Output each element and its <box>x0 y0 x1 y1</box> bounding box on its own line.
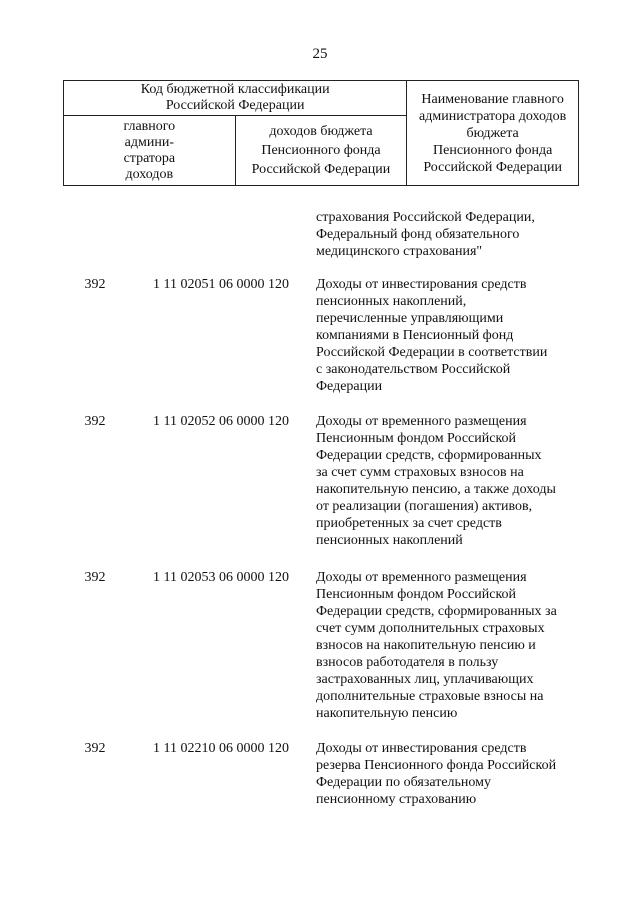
budget-code: 1 11 02051 06 0000 120 <box>153 277 289 292</box>
continuation-text: страхования Российской Федерации, Федеральный фонд обязательного медицинского страхования" <box>316 210 535 259</box>
budget-code: 1 11 02053 06 0000 120 <box>153 570 289 585</box>
revenue-name: Доходы от инвестирования средств пенсионных накоплений, перечисленные управляющими компаниями в Пенсионный фонд Российской Федерации в соответствии с законодательством Российской Федерации <box>316 277 548 394</box>
admin-code-header-label: главного админи- стратора доходов <box>123 118 176 182</box>
budget-code: 1 11 02210 06 0000 120 <box>153 741 289 756</box>
revenue-name: Доходы от временного размещения Пенсионным фондом Российской Федерации средств, сформированных за счет сумм страховых взносов на накопительную пенсию, а также доходы от реализации (погашения) активов, приобретенных за счет средств пенсионных накоплений <box>316 414 556 548</box>
admin-code: 392 <box>84 570 106 585</box>
admin-code: 392 <box>84 741 106 756</box>
administrator-name-header <box>407 81 579 186</box>
revenue-code-header-label: доходов бюджета Пенсионного фонда Российской Федерации <box>251 124 391 177</box>
revenue-name: Доходы от временного размещения Пенсионным фондом Российской Федерации средств, сформированных за счет сумм дополнительных страховых взносов на накопительную пенсию и взносов работодателя в пользу застрахованных лиц, уплачивающих дополнительные страховые взносы на накопительную пенсию <box>316 570 557 721</box>
admin-code: 392 <box>84 414 106 429</box>
revenue-name: Доходы от инвестирования средств резерва Пенсионного фонда Российской Федерации по обязательному пенсионному страхованию <box>316 741 557 807</box>
classification-header-label: Код бюджетной классификации Российской Федерации <box>140 82 330 113</box>
admin-code-header <box>64 116 236 186</box>
revenue-code-header <box>235 116 407 186</box>
header-table <box>63 80 579 186</box>
budget-code: 1 11 02052 06 0000 120 <box>153 414 289 429</box>
admin-code: 392 <box>84 277 106 292</box>
page-number: 25 <box>312 46 328 62</box>
classification-header <box>64 81 407 116</box>
administrator-name-header-label: Наименование главного администратора доходов бюджета Пенсионного фонда Российской Федерации <box>419 91 567 175</box>
